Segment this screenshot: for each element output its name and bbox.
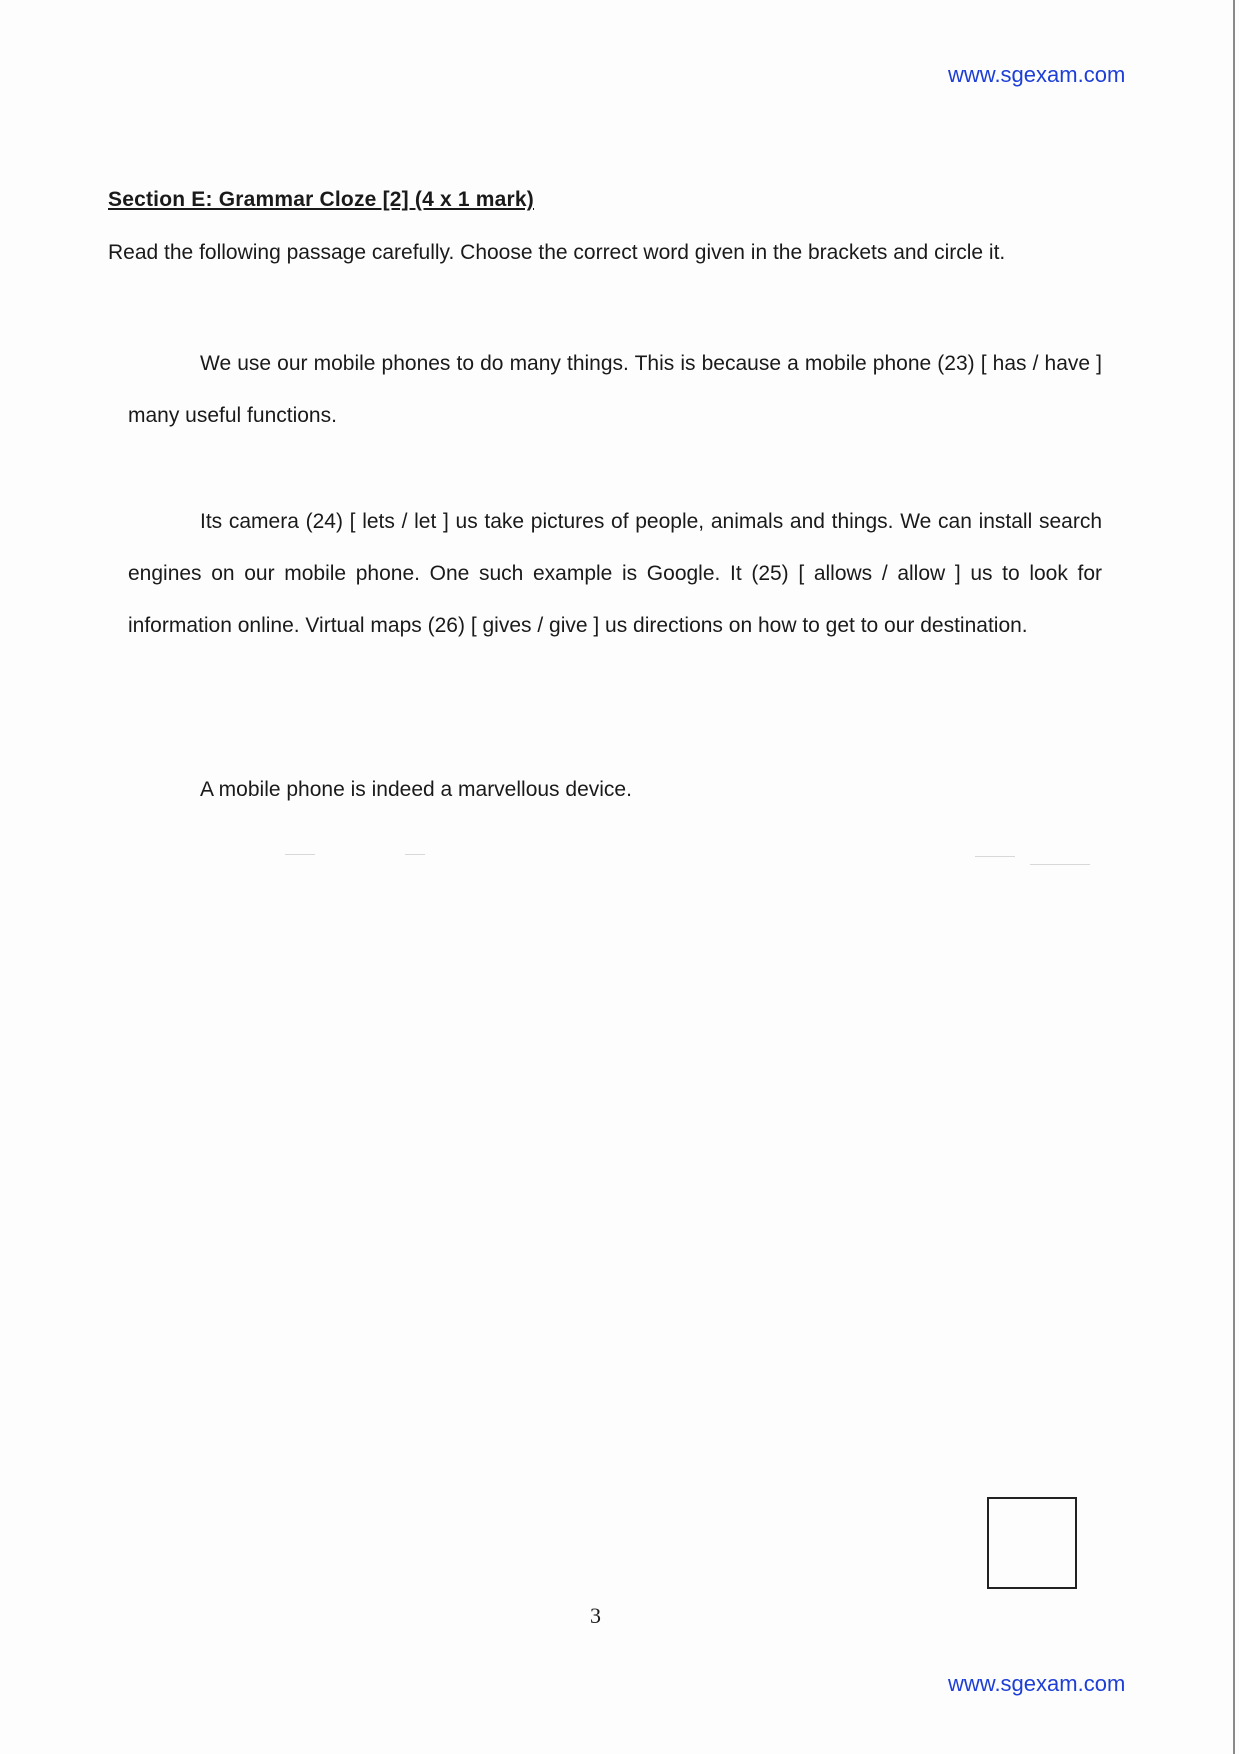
q23-number: (23) bbox=[937, 352, 975, 375]
scan-speck bbox=[975, 856, 1015, 857]
page-number: 3 bbox=[590, 1603, 601, 1628]
page-edge-line bbox=[1233, 0, 1235, 1754]
passage-paragraph-2 bbox=[128, 496, 1102, 652]
p2-text-d: us directions on how to get to our destination. bbox=[599, 614, 1028, 637]
p1-text-a: We use our mobile phones to do many things. This is because a mobile phone bbox=[200, 352, 938, 375]
p2-text-b: us take pictures of people, animals and things. We can install search engines on our mobile phone. One such example is Google. It bbox=[128, 510, 1102, 585]
instructions-text: Read the following passage carefully. Choose the correct word given in the brackets and circle it. bbox=[108, 241, 1006, 264]
q25-options[interactable]: [ allows / allow ] bbox=[798, 562, 961, 585]
footer-site-link[interactable]: www.sgexam.com bbox=[948, 1671, 1126, 1696]
q23-options[interactable]: [ has / have ] bbox=[980, 352, 1102, 375]
p3-text: A mobile phone is indeed a marvellous device. bbox=[200, 778, 632, 801]
passage-paragraph-1 bbox=[128, 338, 1102, 442]
q24-number: (24) bbox=[305, 510, 343, 533]
scan-speck bbox=[405, 854, 425, 855]
scan-speck bbox=[285, 854, 315, 855]
scan-speck bbox=[1030, 864, 1090, 865]
marks-box[interactable] bbox=[987, 1497, 1077, 1589]
header-site-link[interactable]: www.sgexam.com bbox=[948, 62, 1126, 87]
q26-number: (26) bbox=[427, 614, 465, 637]
section-heading: Section E: Grammar Cloze [2] (4 x 1 mark) bbox=[108, 188, 535, 211]
p2-text-a: Its camera bbox=[200, 510, 306, 533]
q26-options[interactable]: [ gives / give ] bbox=[470, 614, 600, 637]
passage-paragraph-3 bbox=[128, 764, 1102, 816]
q24-options[interactable]: [ lets / let ] bbox=[349, 510, 449, 533]
q25-number: (25) bbox=[751, 562, 789, 585]
p2-text-c: us to look for information online. Virtual maps bbox=[128, 562, 1102, 637]
p1-text-b: many useful functions. bbox=[128, 404, 337, 427]
